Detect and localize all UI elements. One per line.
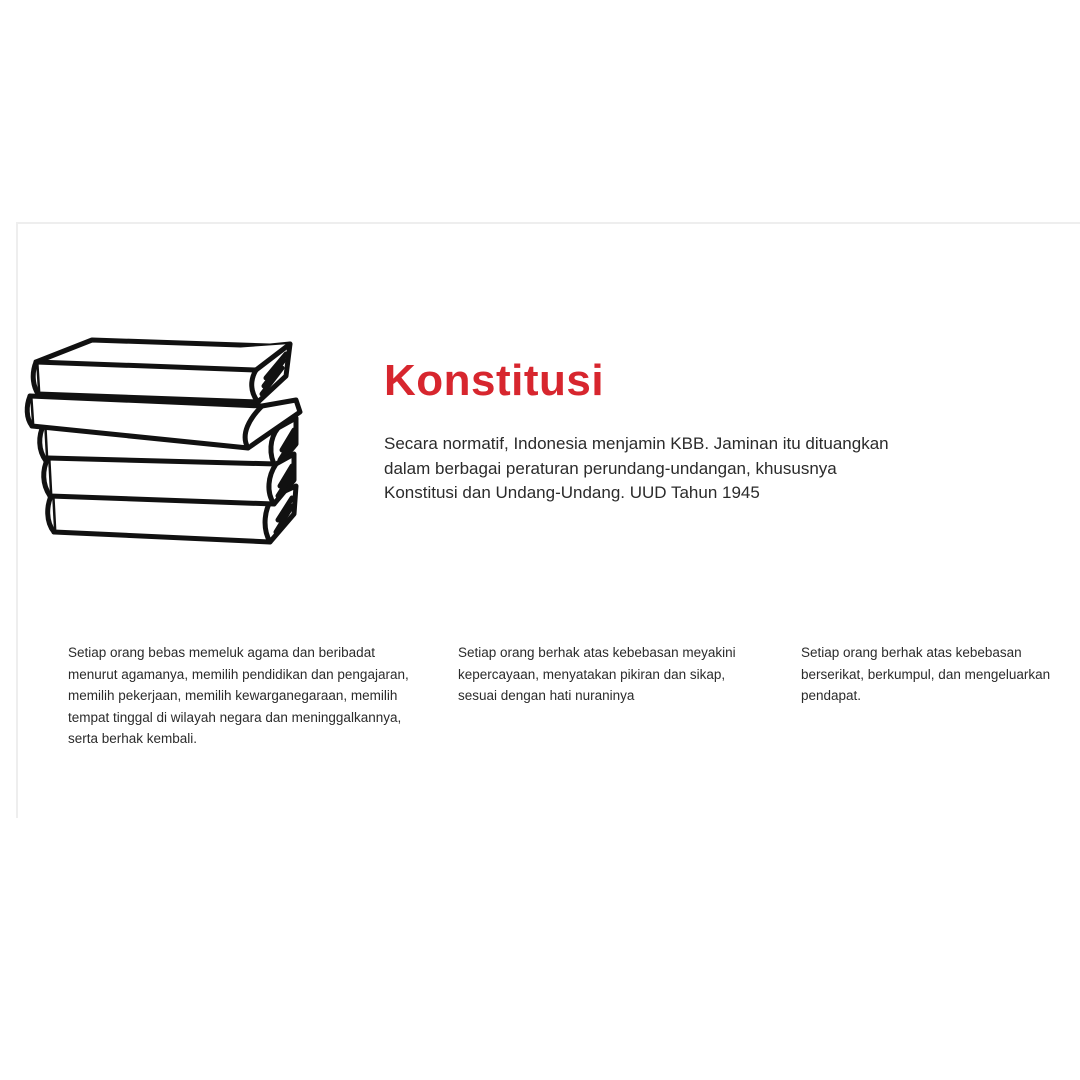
- section-title: Konstitusi: [384, 356, 605, 405]
- books-stack-icon: [24, 336, 306, 586]
- column-text-2: Setiap orang berhak atas kebebasan meyakini kepercayaan, menyatakan pikiran dan sikap, sesuai dengan hati nuraninya: [458, 645, 736, 703]
- column-text-1: Setiap orang bebas memeluk agama dan beribadat menurut agamanya, memilih pendidikan dan pengajaran, memilih pekerjaan, memilih kewarganegaraan, memilih tempat tinggal di wilayah negara dan meninggalkannya, serta berhak kembali.: [68, 645, 409, 746]
- intro-paragraph: Secara normatif, Indonesia menjamin KBB. Jaminan itu dituangkan dalam berbagai peraturan perundang-undangan, khususnya Konstitusi dan Undang-Undang. UUD Tahun 1945: [384, 434, 889, 502]
- content-card: [16, 222, 1080, 818]
- column-text-3: Setiap orang berhak atas kebebasan berserikat, berkumpul, dan mengeluarkan pendapat.: [801, 645, 1051, 703]
